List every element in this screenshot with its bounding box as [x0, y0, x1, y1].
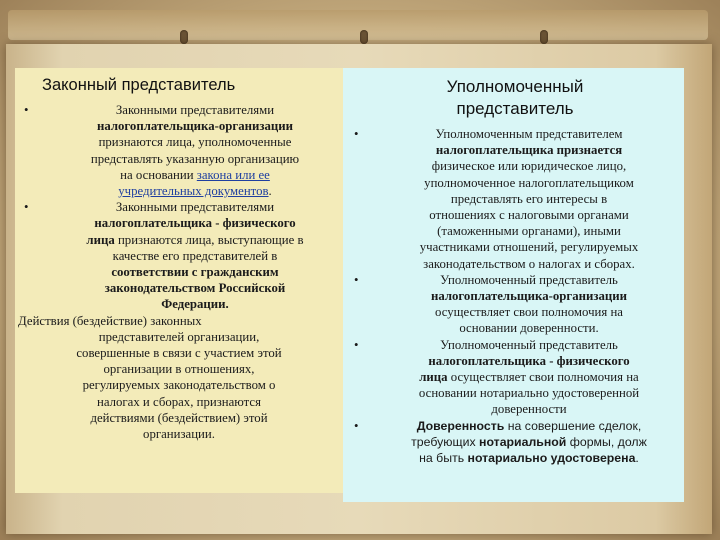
text-line: Уполномоченным представителем — [435, 127, 623, 141]
text-line: представлять указанную организацию — [90, 151, 300, 166]
right-body — [350, 126, 682, 466]
left-body — [18, 102, 340, 442]
bullet-icon: • — [354, 272, 359, 287]
text-line: соответствии с гражданским — [111, 265, 279, 280]
right-bullet-item — [350, 272, 682, 337]
right-title — [365, 76, 665, 120]
text-line: лица признаются лица, выступающие в — [86, 232, 304, 247]
law-link[interactable]: закона или ее — [196, 167, 270, 182]
text-line: Уполномоченный представитель — [440, 337, 618, 352]
bullet-icon: • — [24, 103, 29, 117]
text-line: Доверенность на совершение сделок, — [416, 418, 642, 433]
right-bullet-item — [350, 126, 682, 272]
text-line: законодательством о налогах и сборах. — [423, 256, 635, 271]
right-bullet-item — [350, 418, 682, 467]
text-line: организации. — [143, 427, 215, 442]
text-line: представителей организации, — [98, 329, 260, 344]
text-line: признаются лица, уполномоченные — [98, 135, 292, 150]
text-line: физическое или юридическое лицо, — [431, 159, 627, 174]
text-line: основании нотариально удостоверенной — [418, 386, 640, 401]
text-line: налогах и сборах, признаются — [96, 394, 261, 409]
left-bullet-item — [18, 102, 340, 199]
left-title: Законный представитель — [42, 76, 236, 94]
binding-ring — [180, 30, 188, 44]
text-line: требующих нотариальной формы, долж — [411, 434, 647, 449]
left-paragraph — [18, 313, 340, 443]
text-line: (таможенными органами), иными — [437, 224, 621, 239]
text-line: законодательством Российской — [104, 281, 286, 296]
text-line: отношениях с налоговыми органами — [429, 208, 629, 223]
text-line: на быть нотариально удостоверена. — [419, 451, 639, 466]
right-bullet-item — [350, 337, 682, 418]
text-line: лица осуществляет свои полномочия на — [419, 370, 639, 385]
text-line: доверенности — [491, 402, 567, 417]
text-line: участниками отношений, регулируемых — [419, 240, 639, 255]
text-line: налогоплательщика-организации — [430, 289, 628, 304]
text-line: налогоплательщика - физического — [428, 353, 630, 368]
text-line: действиями (бездействием) этой — [90, 410, 268, 425]
text-line: регулируемых законодательством о — [82, 378, 276, 393]
text-line: налогоплательщика признается — [435, 143, 623, 158]
binding-ring — [540, 30, 548, 44]
text-line: налогоплательщика-организации — [96, 119, 294, 134]
text-line: Законными представителями — [115, 200, 275, 215]
bullet-icon: • — [354, 337, 359, 352]
bullet-icon: • — [354, 127, 359, 141]
text-line: на основании закона или ее — [120, 167, 270, 182]
text-line: Уполномоченный представитель — [440, 272, 618, 287]
charter-link[interactable]: учредительных документов — [118, 184, 269, 199]
text-line: Федерации. — [161, 297, 229, 312]
bullet-icon: • — [24, 200, 29, 215]
text-line: Законными представителями — [115, 103, 275, 117]
text-line: совершенные в связи с участием этой — [76, 346, 282, 361]
text-line: Действия (бездействие) законных — [18, 313, 202, 328]
left-bullet-item — [18, 199, 340, 312]
right-title-line: Уполномоченный — [446, 77, 584, 96]
notebook-top-edge — [8, 10, 708, 40]
text-line: осуществляет свои полномочия на — [435, 305, 623, 320]
text-line: уполномоченное налогоплательщиком — [424, 175, 634, 190]
text-line: учредительных документов. — [118, 184, 272, 199]
right-title-line: представитель — [456, 99, 574, 118]
text-line: представлять его интересы в — [450, 191, 608, 206]
text-line: организации в отношениях, — [103, 362, 255, 377]
bullet-icon: • — [354, 418, 359, 433]
text-line: качестве его представителей в — [112, 248, 278, 263]
text-line: налогоплательщика - физического — [94, 216, 296, 231]
binding-ring — [360, 30, 368, 44]
text-line: основании доверенности. — [459, 321, 599, 336]
